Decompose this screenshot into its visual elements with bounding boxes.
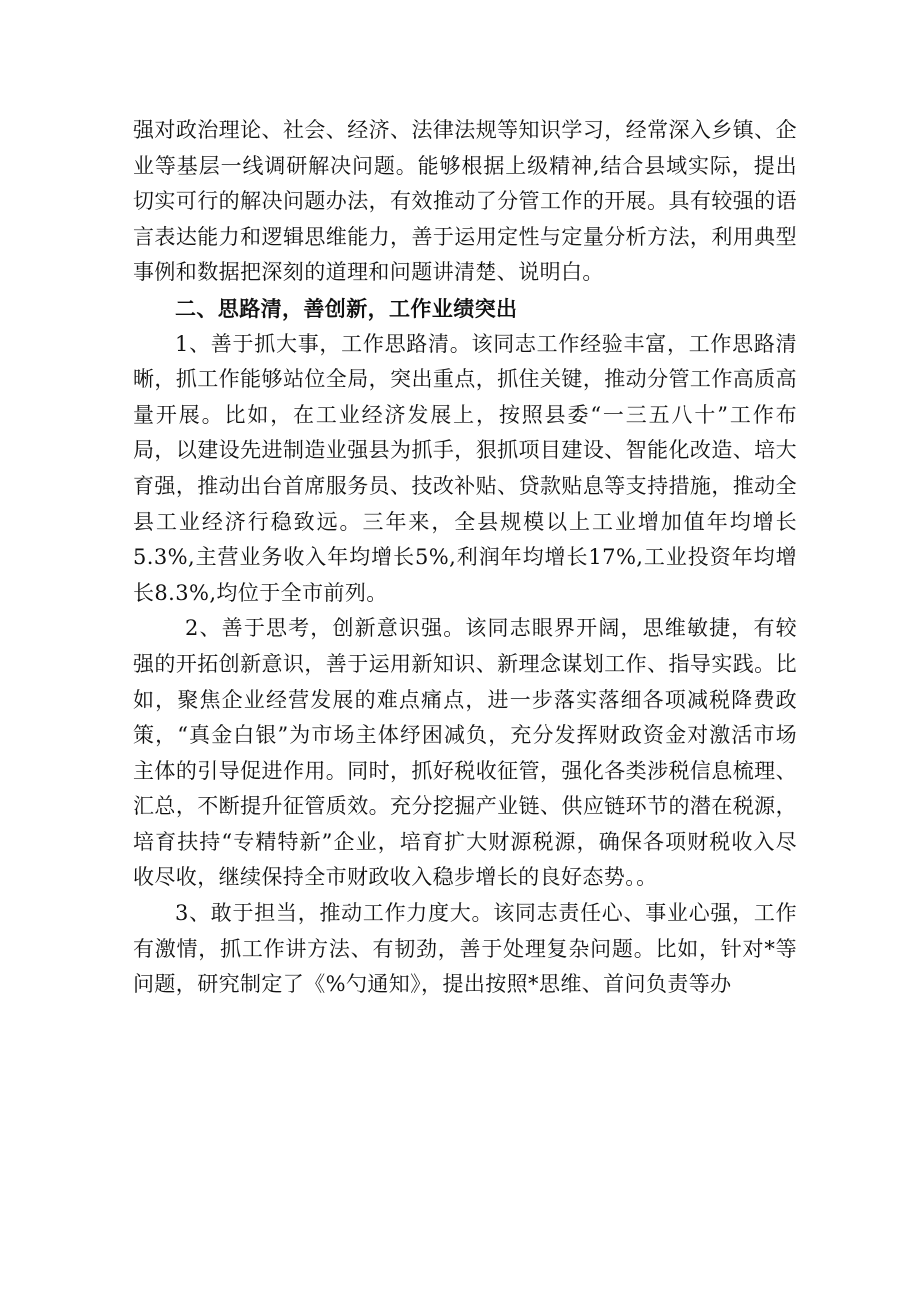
paragraph-continuation: 强对政治理论、社会、经济、法律法规等知识学习，经常深入乡镇、企业等基层一线调研解决问题。能够根据上级精神,结合县域实际，提出切实可行的解决问题办法，有效推动了分管工作的开展。具有较强的语言表达能力和逻辑思维能力，善于运用定性与定量分析方法，利用典型事例和数据把深刻的道理和问题讲清楚、说明白。 [133,118,797,285]
paragraph-item-2: 2、善于思考，创新意识强。该同志眼界开阔，思维敏捷，有较强的开拓创新意识，善于运用新知识、新理念谋划工作、指导实践。比如，聚焦企业经营发展的难点痛点，进一步落实落细各项减税降费政策，“真金白银”为市场主体纾困减负，充分发挥财政资金对激活市场主体的引导促进作用。同时，抓好税收征管，强化各类涉税信息梳理、汇总，不断提升征管质效。充分挖掘产业链、供应链环节的潜在税源，培育扶持“专精特新”企业，培育扩大财源税源，确保各项财税收入尽收尽收，继续保持全市财政收入稳步增长的良好态势。。 [133,616,797,890]
paragraph-item-3: 3、敢于担当，推动工作力度大。该同志责任心、事业心强，工作有激情，抓工作讲方法、有韧劲，善于处理复杂问题。比如，针对*等问题，研究制定了《%勺通知》，提出按照*思维、首问负责等办 [133,901,797,997]
section-heading: 二、思路清，善创新，工作业绩突出 [175,295,518,321]
paragraph-item-1: 1、善于抓大事，工作思路清。该同志工作经验丰富，工作思路清晰，抓工作能够站位全局，突出重点，抓住关键，推动分管工作高质高量开展。比如，在工业经济发展上，按照县委“一三五八十”工作布局，以建设先进制造业强县为抓手，狠抓项目建设、智能化改造、培大育强，推动出台首席服务员、技改补贴、贷款贴息等支持措施，推动全县工业经济行稳致远。三年来，全县规模以上工业增加值年均增长5.3%,主营业务收入年均增长5%,利润年均增长17%,工业投资年均增长8.3%,均位于全市前列。 [133,331,797,605]
document-body [133,113,797,1003]
